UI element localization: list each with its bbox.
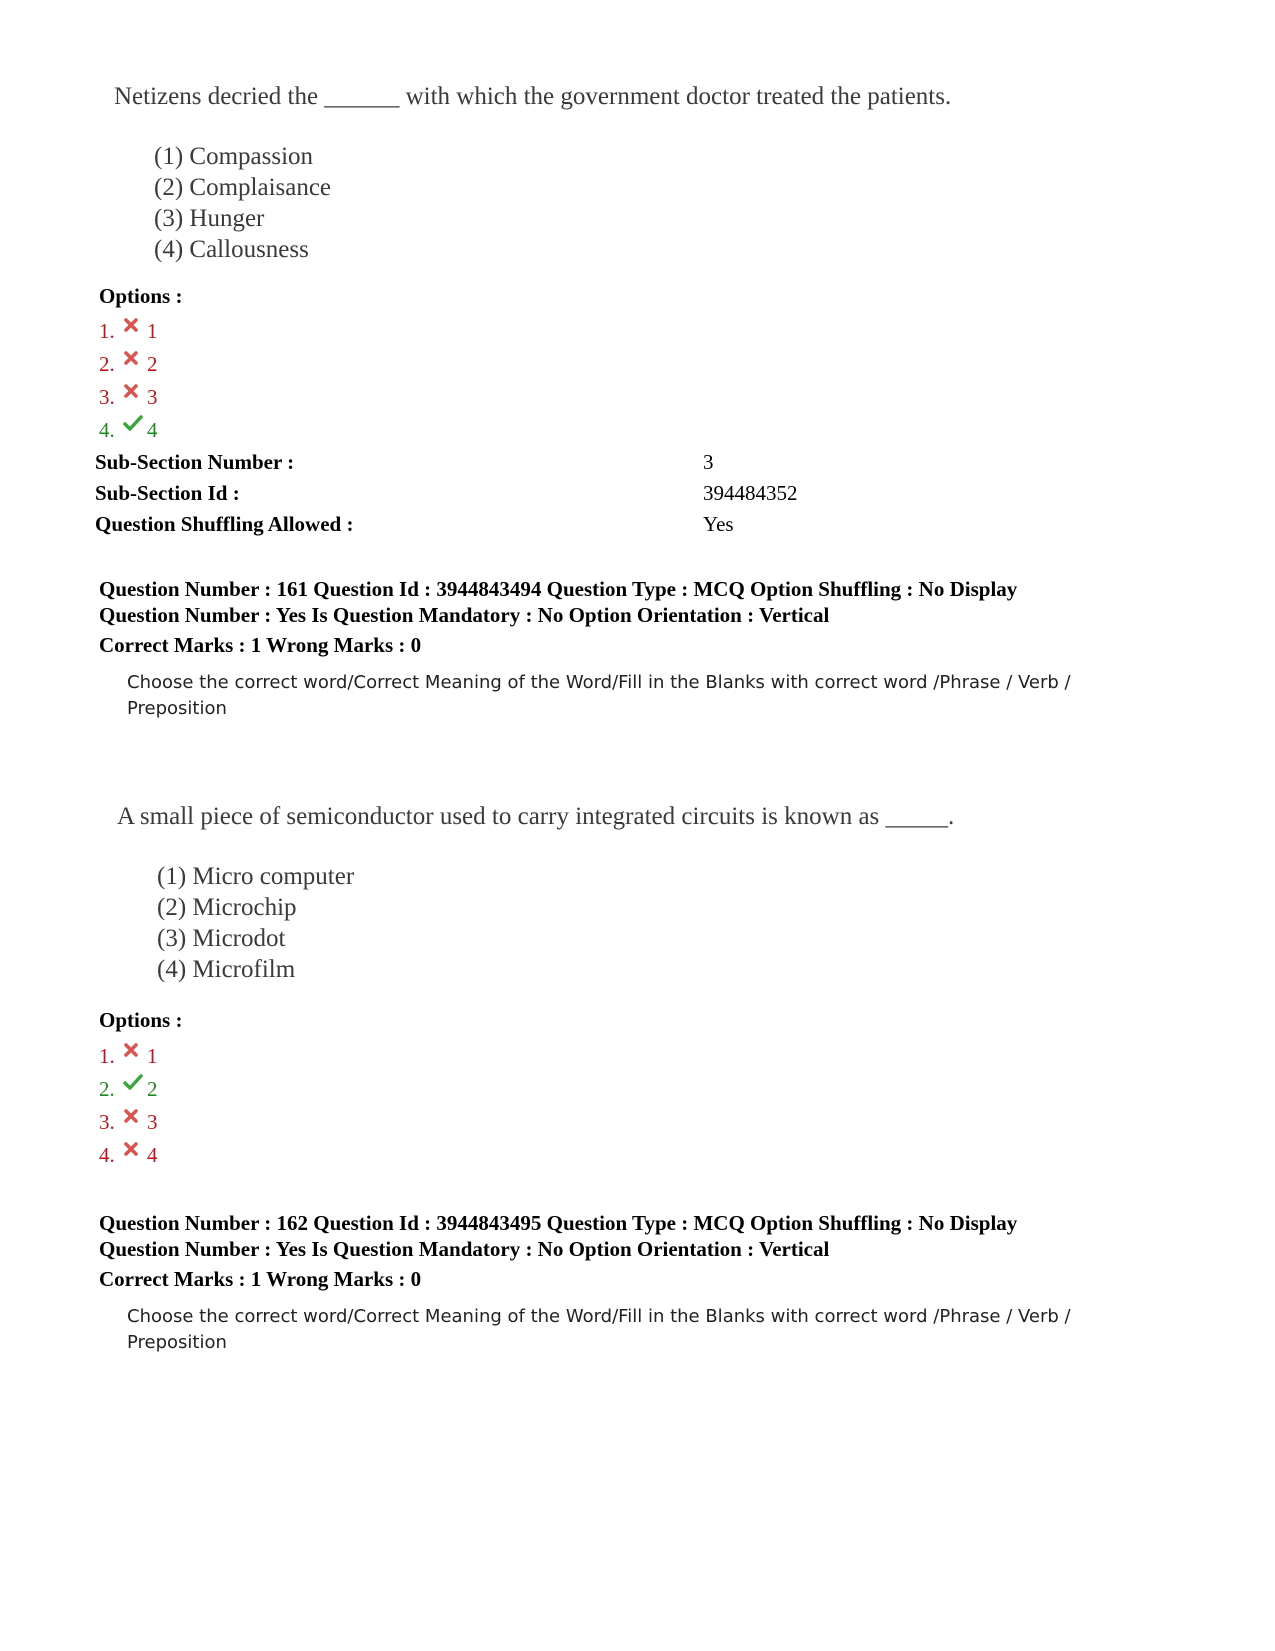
cross-icon bbox=[123, 1108, 147, 1124]
option-number: 1. bbox=[99, 319, 115, 343]
option-row bbox=[99, 1074, 158, 1104]
cross-icon bbox=[123, 317, 147, 333]
options-label: Options : bbox=[99, 284, 183, 308]
check-icon bbox=[123, 414, 147, 432]
question-instruction: Choose the correct word/Correct Meaning of the Word/Fill in the Blanks with correct word /Phrase / Verb / Preposition bbox=[127, 1306, 1071, 1353]
option-value: 3 bbox=[147, 385, 158, 409]
option-number: 3. bbox=[99, 385, 115, 409]
option-value: 1 bbox=[147, 1044, 158, 1068]
option-value: 4 bbox=[147, 418, 158, 442]
choice-2: (2) Complaisance bbox=[154, 174, 332, 201]
question-header-line1: Question Number : 161 Question Id : 3944843494 Question Type : MCQ Option Shuffling : No Display bbox=[99, 577, 1018, 601]
question-stem: Netizens decried the ______ with which the government doctor treated the patients. bbox=[114, 83, 952, 110]
option-value: 2 bbox=[147, 352, 158, 376]
subsection-id-value: 394484352 bbox=[703, 481, 798, 505]
cross-icon bbox=[123, 1141, 147, 1157]
question-header-line2: Question Number : Yes Is Question Mandatory : No Option Orientation : Vertical bbox=[99, 603, 830, 627]
option-row bbox=[99, 415, 158, 445]
question-marks: Correct Marks : 1 Wrong Marks : 0 bbox=[99, 1267, 422, 1291]
option-row bbox=[99, 1041, 158, 1071]
question-choices bbox=[154, 141, 331, 265]
cross-icon bbox=[123, 350, 147, 366]
question-shuffling-value: Yes bbox=[703, 512, 734, 536]
choice-3: (3) Microdot bbox=[157, 925, 286, 952]
option-value: 4 bbox=[147, 1143, 158, 1167]
question-header-162 bbox=[99, 1210, 1229, 1292]
cross-icon bbox=[123, 1042, 147, 1058]
question-header-line2: Question Number : Yes Is Question Mandatory : No Option Orientation : Vertical bbox=[99, 1237, 830, 1261]
option-row bbox=[99, 1140, 158, 1170]
option-value: 3 bbox=[147, 1110, 158, 1134]
question-marks: Correct Marks : 1 Wrong Marks : 0 bbox=[99, 633, 422, 657]
option-number: 1. bbox=[99, 1044, 115, 1068]
choice-2: (2) Microchip bbox=[157, 894, 297, 921]
subsection-number-value: 3 bbox=[703, 450, 714, 474]
option-row bbox=[99, 382, 158, 412]
subsection-number-label: Sub-Section Number : bbox=[95, 450, 295, 474]
question-instruction: Choose the correct word/Correct Meaning of the Word/Fill in the Blanks with correct word /Phrase / Verb / Preposition bbox=[127, 672, 1071, 719]
choice-4: (4) Callousness bbox=[154, 236, 309, 263]
option-row bbox=[99, 1107, 158, 1137]
question-choices bbox=[157, 861, 354, 985]
question-shuffling-label: Question Shuffling Allowed : bbox=[95, 512, 354, 536]
option-row bbox=[99, 349, 158, 379]
option-number: 2. bbox=[99, 1077, 115, 1101]
options-label: Options : bbox=[99, 1008, 183, 1032]
choice-4: (4) Microfilm bbox=[157, 956, 296, 983]
cross-icon bbox=[123, 383, 147, 399]
question-header-161 bbox=[99, 576, 1229, 658]
option-value: 2 bbox=[147, 1077, 158, 1101]
question-header-line1: Question Number : 162 Question Id : 3944843495 Question Type : MCQ Option Shuffling : No Display bbox=[99, 1211, 1018, 1235]
option-number: 4. bbox=[99, 1143, 115, 1167]
option-number: 4. bbox=[99, 418, 115, 442]
check-icon bbox=[123, 1073, 147, 1091]
choice-3: (3) Hunger bbox=[154, 205, 265, 232]
choice-1: (1) Micro computer bbox=[157, 863, 355, 890]
option-number: 2. bbox=[99, 352, 115, 376]
subsection-id-label: Sub-Section Id : bbox=[95, 481, 240, 505]
option-number: 3. bbox=[99, 1110, 115, 1134]
option-row bbox=[99, 316, 158, 346]
option-value: 1 bbox=[147, 319, 158, 343]
question-stem: A small piece of semiconductor used to carry integrated circuits is known as _____. bbox=[117, 803, 955, 830]
choice-1: (1) Compassion bbox=[154, 143, 314, 170]
